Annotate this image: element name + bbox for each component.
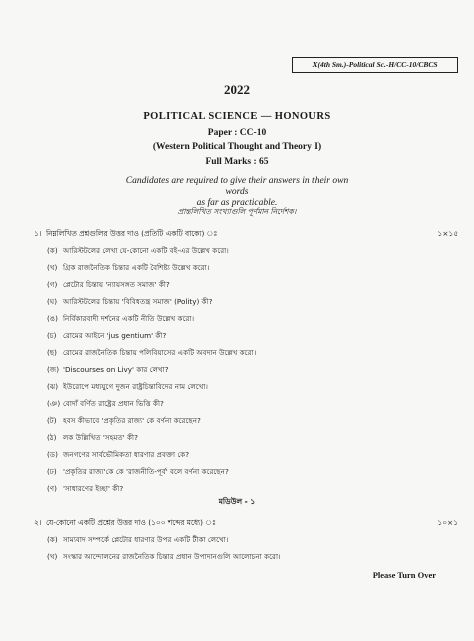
paper-number: Paper : CC-10 <box>207 128 267 138</box>
list-item: (ঞ) বোদাঁ বর্ণিত রাষ্ট্রের প্রধান ভিত্তি কী? <box>47 399 164 408</box>
question-1-number: ১। <box>34 229 42 238</box>
list-item: (ঘ) আরিস্টটলের চিন্তায় 'বিবিধতন্ত্র সমাজ' (Polity) কী? <box>47 297 213 306</box>
list-item: (ঝ) ইউরোপে মধ্যযুগে দুজন রাষ্ট্রচিন্তাবিদের নাম লেখো। <box>47 382 208 391</box>
instructions-line-1: Candidates are required to give their answers in their own words <box>125 176 349 197</box>
list-item: (ছ) রোমের রাজনৈতিক চিন্তায় পলিবিয়াসের একটি অবদান উল্লেখ করো। <box>47 348 257 357</box>
list-item: (খ) গ্রিক রাজনৈতিক চিন্তার একটি বৈশিষ্ট্য উল্লেখ করো। <box>47 263 210 272</box>
please-turn-over: Please Turn Over <box>372 570 436 580</box>
list-item: (ক) আরিস্টটলের লেখা যে-কোনো একটি বই-এর উল্লেখ করো। <box>47 246 229 255</box>
instructions-line-2: as far as practicable. <box>196 198 278 208</box>
list-item: (চ) রোমের আইনে 'jus gentium' কী? <box>47 331 167 340</box>
question-1-marks: ১×১৫ <box>437 229 458 238</box>
exam-year: 2022 <box>224 82 250 97</box>
subject-title: POLITICAL SCIENCE — HONOURS <box>143 111 331 122</box>
list-item: (ঙ) নির্বিকারবাদী দর্শনের একটি নীতি উল্লেখ করো। <box>47 314 195 323</box>
list-item: (জ) 'Discourses on Livy' কার লেখা? <box>47 365 169 374</box>
list-item: (ঢ) 'প্রকৃতির রাজ্য'কে কে 'রাজনীতি-পূর্ব' বলে বর্ণনা করেছেন? <box>47 467 229 476</box>
list-item: (খ) সংস্কার আন্দোলনের রাজনৈতিক চিন্তার প্রধান উপাদানগুলি আলোচনা করো। <box>47 552 281 561</box>
list-item: (ঠ) লক উল্লিখিত 'সহমত' কী? <box>47 433 138 442</box>
paper-title: (Western Political Thought and Theory I) <box>152 142 322 152</box>
instructions-bengali: প্রান্তলিখিত সংখ্যাগুলি পূর্ণমান নির্দেশক। <box>177 207 297 216</box>
question-2-marks: ১০×১ <box>437 518 458 527</box>
instructions-english <box>120 176 354 209</box>
question-2-number: ২। <box>34 518 42 527</box>
question-2-text: যে-কোনো একটি প্রশ্নের উত্তর দাও (১০০ শব্দের মধ্যে) ঃ <box>46 518 216 527</box>
list-item: (ট) হবস কীভাবে 'প্রকৃতির রাজ্য' কে বর্ণনা করেছেন? <box>47 416 201 425</box>
list-item: (ক) সাম্যবাদ সম্পর্কে প্লেটোর ধারণার উপর একটি টীকা লেখো। <box>47 535 229 544</box>
paper-code-box: X(4th Sm.)-Political Sc.-H/CC-10/CBCS <box>292 57 458 73</box>
list-item: (ণ) 'সাধারণের ইচ্ছা' কী? <box>47 484 124 493</box>
list-item: (গ) প্লেটোর চিন্তায় 'ন্যায়সঙ্গত সমাজ' কী? <box>47 280 170 289</box>
full-marks: Full Marks : 65 <box>205 157 269 167</box>
question-1-text: নিম্নলিখিত প্রশ্নগুলির উত্তর দাও (প্রতিটি একটি বাক্যে) ঃ <box>46 229 218 238</box>
module-heading: মডিউল - ১ <box>218 497 256 506</box>
list-item: (ড) জনগণের সার্বভৌমিকতা ধারণার প্রবক্তা কে? <box>47 450 190 459</box>
